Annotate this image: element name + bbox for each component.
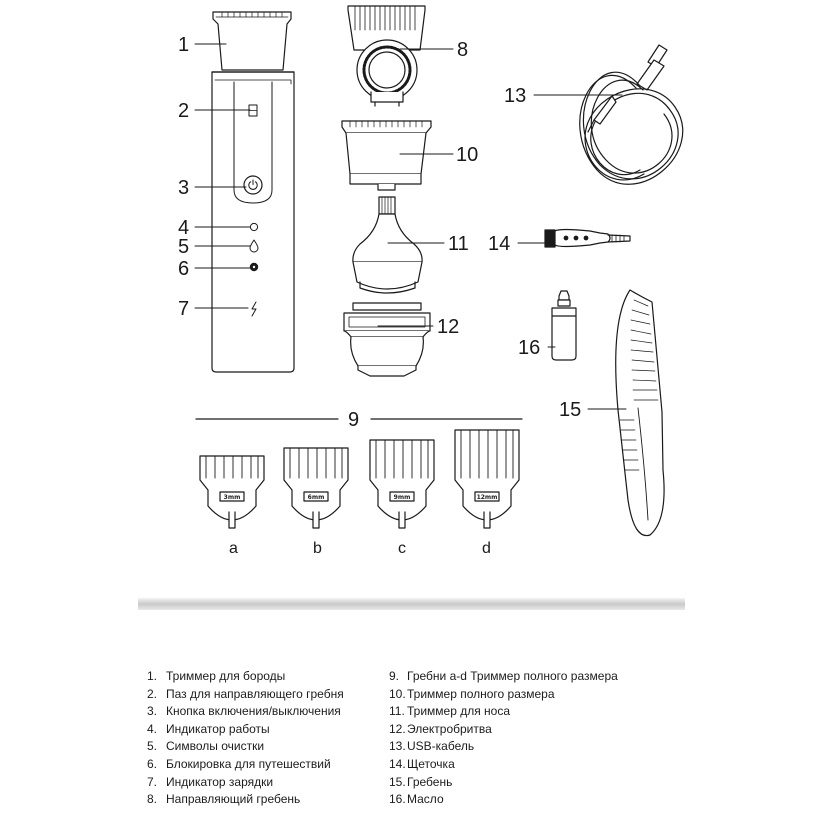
legend-num: 10. <box>389 686 406 701</box>
legend-num: 3. <box>147 704 158 719</box>
legend-right <box>389 668 618 809</box>
legend-item <box>389 756 618 774</box>
legend-text: Паз для направляющего гребня <box>166 686 344 701</box>
callout-11: 11 <box>448 233 469 255</box>
legend-num: 8. <box>147 792 158 807</box>
comb-a-size: 3mm <box>223 494 241 501</box>
section-divider <box>138 598 685 610</box>
legend-text: Гребни a-d Триммер полного размера <box>407 669 618 683</box>
legend-item <box>389 721 618 739</box>
legend-text: Электробритва <box>407 721 492 736</box>
comb-d-size: 12mm <box>476 494 498 501</box>
legend-num: 7. <box>147 774 158 789</box>
full-size-trimmer <box>342 121 431 190</box>
callout-9: 9 <box>348 409 360 431</box>
legend-item <box>389 686 618 704</box>
legend-num: 4. <box>147 721 158 736</box>
callout-4: 4 <box>178 217 190 239</box>
callout-8: 8 <box>457 39 469 61</box>
legend-item <box>147 774 344 792</box>
legend-text: Индикатор работы <box>166 721 270 736</box>
legend-text: USB-кабель <box>407 739 475 754</box>
legend-num: 15. <box>389 774 406 789</box>
callout-3: 3 <box>178 177 190 199</box>
cleaning-brush <box>545 230 630 248</box>
trimmer-body <box>212 12 294 372</box>
callout-16: 16 <box>518 337 541 359</box>
comb-b-size: 6mm <box>307 494 325 501</box>
legend-num: 12. <box>389 721 406 736</box>
guide-comb-d <box>455 430 519 528</box>
legend-text: Кнопка включения/выключения <box>166 704 341 719</box>
comb-letter-a: a <box>229 540 238 557</box>
callout-13: 13 <box>504 85 527 107</box>
legend-item <box>389 738 618 756</box>
legend-text: Направляющий гребень <box>166 792 301 807</box>
legend-text: Гребень <box>407 774 453 789</box>
legend-item <box>147 791 344 809</box>
legend-text: Индикатор зарядки <box>166 774 274 789</box>
callout-5: 5 <box>178 236 190 258</box>
legend-text: Триммер для бороды <box>166 669 286 683</box>
usb-cable <box>580 45 683 184</box>
legend-item <box>147 756 344 774</box>
nose-trimmer <box>353 197 422 293</box>
comb-letter-c: c <box>398 540 406 557</box>
beard-trimmer-head <box>213 12 291 70</box>
legend-item <box>147 686 344 704</box>
callout-6: 6 <box>178 258 190 280</box>
legend-num: 13. <box>389 739 406 754</box>
legend-item <box>389 774 618 792</box>
legend-text: Триммер полного размера <box>407 686 555 701</box>
oil-bottle <box>552 291 576 360</box>
legend-item <box>147 738 344 756</box>
callout-1: 1 <box>178 34 190 56</box>
legend-num: 1. <box>147 669 158 683</box>
hair-comb <box>616 290 664 536</box>
callout-12: 12 <box>437 316 460 338</box>
legend-num: 2. <box>147 686 158 701</box>
legend-num: 11. <box>389 704 405 719</box>
legend-num: 14. <box>389 756 406 771</box>
legend-num: 16. <box>389 792 406 807</box>
legend-item <box>389 703 618 721</box>
callout-14: 14 <box>488 233 511 255</box>
legend-text: Щеточка <box>407 756 455 771</box>
legend-item <box>389 791 618 809</box>
legend-text: Блокировка для путешествий <box>166 756 331 771</box>
legend-num: 6. <box>147 756 158 771</box>
legend-text: Масло <box>407 792 444 807</box>
callout-10: 10 <box>456 144 479 166</box>
guide-comb-b <box>284 448 348 528</box>
legend-num: 5. <box>147 739 158 754</box>
callout-7: 7 <box>178 298 190 320</box>
legend-text: Триммер для носа <box>407 704 511 719</box>
comb-c-size: 9mm <box>393 494 411 501</box>
comb-letter-d: d <box>482 540 491 557</box>
trimmer-handle <box>212 72 294 372</box>
legend-item <box>147 721 344 739</box>
guide-comb-a <box>200 456 264 528</box>
legend-text: Символы очистки <box>166 739 265 754</box>
legend-item <box>389 668 618 686</box>
guide-comb-c <box>370 440 434 528</box>
legend-num: 9. <box>389 669 400 683</box>
legend-left <box>147 668 344 809</box>
guide-comb <box>348 6 425 106</box>
comb-letter-b: b <box>313 540 322 557</box>
legend-item <box>147 668 344 686</box>
callout-2: 2 <box>178 100 190 122</box>
electric-shaver <box>344 303 430 376</box>
callout-15: 15 <box>559 399 582 421</box>
legend-item <box>147 703 344 721</box>
